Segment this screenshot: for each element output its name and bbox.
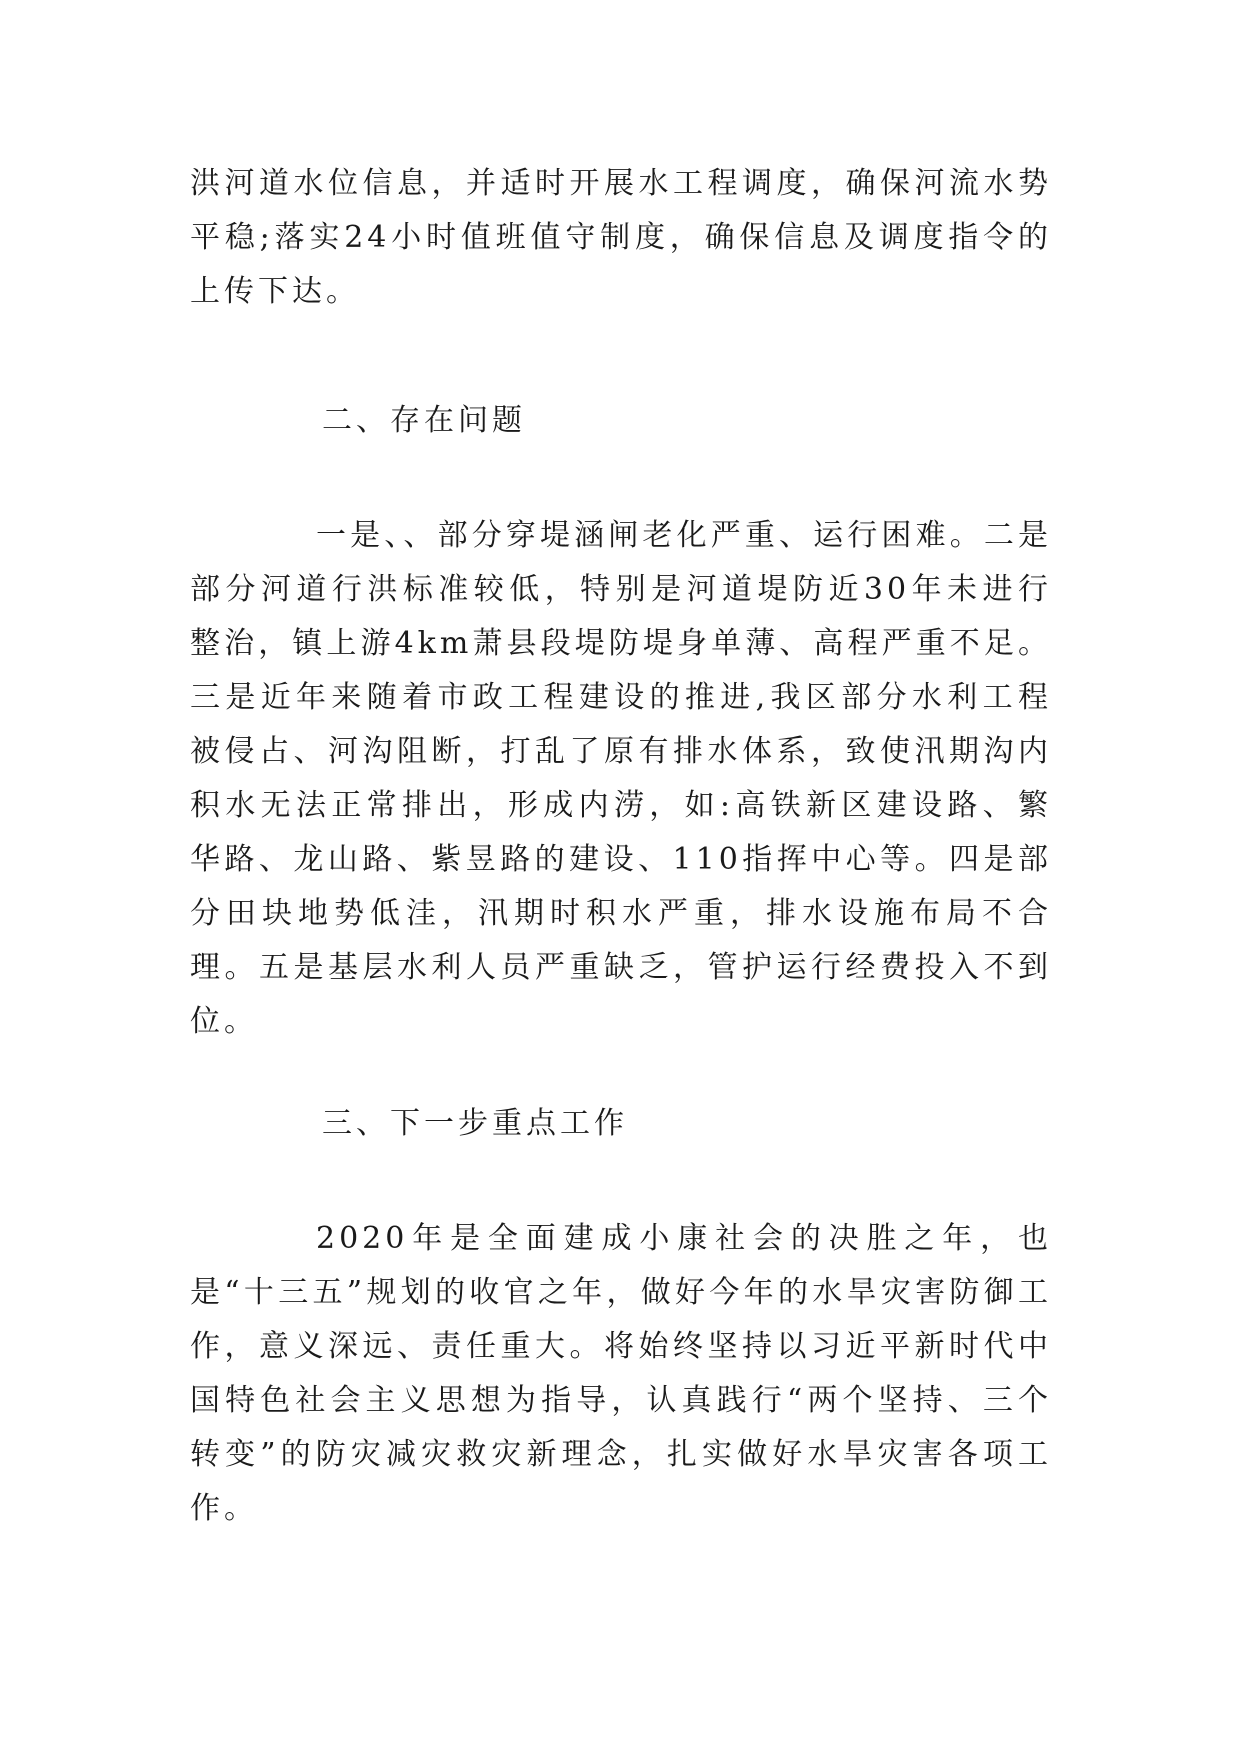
- next-steps-paragraph: 2020年是全面建成小康社会的决胜之年，也是“十三五”规划的收官之年，做好今年的水旱灾害防御工作，意义深远、责任重大。将始终坚持以习近平新时代中国特色社会主义思想为指导，认真践行“两个坚持、三个转变”的防灾减灾救灾新理念，扎实做好水旱灾害各项工作。: [190, 1221, 1052, 1526]
- problems-paragraph: 一是、、部分穿堤涵闸老化严重、运行困难。二是部分河道行洪标准较低，特别是河道堤防近30年未进行整治，镇上游4km萧县段堤防堤身单薄、高程严重不足。三是近年来随着市政工程建设的推进,我区部分水利工程被侵占、河沟阻断，打乱了原有排水体系，致使汛期沟内积水无法正常排出，形成内涝，如:高铁新区建设路、繁华路、龙山路、紫昱路的建设、110指挥中心等。四是部分田块地势低洼，汛期时积水严重，排水设施布局不合理。五是基层水利人员严重缺乏，管护运行经费投入不到位。: [190, 518, 1052, 1039]
- continuation-paragraph: 洪河道水位信息，并适时开展水工程调度，确保河流水势平稳;落实24小时值班值守制度，确保信息及调度指令的上传下达。: [190, 166, 1052, 309]
- section-heading-problems: 二、存在问题: [322, 403, 526, 438]
- section-heading-next-steps: 三、下一步重点工作: [322, 1106, 628, 1141]
